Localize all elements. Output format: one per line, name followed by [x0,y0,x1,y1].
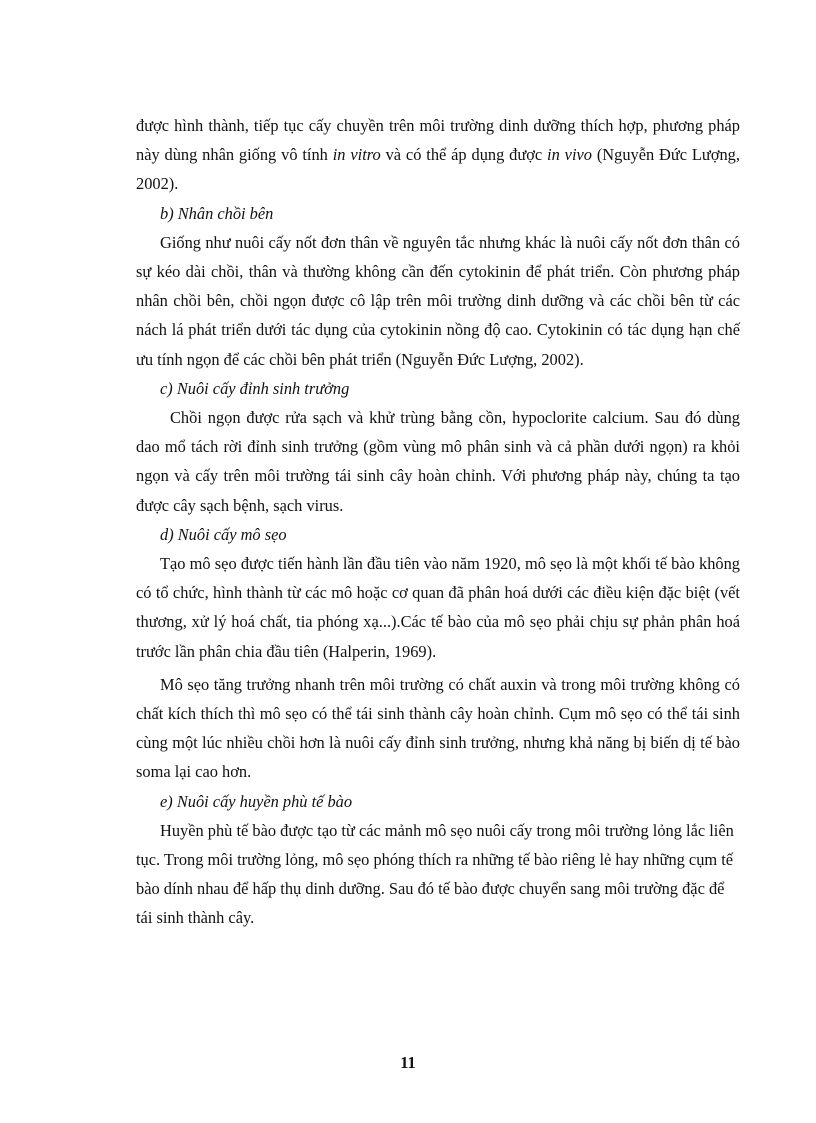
italic-term-in-vitro: in vitro [332,145,381,165]
paragraph-mo-seo-1: Tạo mô sẹo được tiến hành lần đầu tiên vào năm 1920, mô sẹo là một khối tế bào không có tổ chức, hình thành từ các mô hoặc cơ quan đã phân hoá dưới các điều kiện đặc biệt (vết thương, xử lý hoá chất, tia phóng xạ...).Các tế bào của mô sẹo phải chịu sự phản phân hoá trước lần phân chia đầu tiên (Halperin, 1969). [136,554,740,661]
paragraph-continuation [136,111,740,199]
paragraph-dinh-sinh-truong: Chồi ngọn được rửa sạch và khử trùng bằng cồn, hypoclorite calcium. Sau đó dùng dao mổ tách rời đỉnh sinh trưởng (gồm vùng mô phân sinh và cả phần dưới ngọn) ra khỏi ngọn và cấy trên môi trường tái sinh cây hoàn chỉnh. Với phương pháp này, chúng ta tạo được cây sạch bệnh, sạch virus. [136,408,740,515]
text-span: (Nguyễn Đức Lượng, 2002). [136,145,740,194]
heading-nuoi-cay-mo-seo: d) Nuôi cấy mô sẹo [160,524,287,544]
heading-nhan-choi-ben: b) Nhân chồi bên [160,203,274,223]
text-span: được hình thành, tiếp tục cấy chuyền trên môi trường dinh dưỡng thích hợp, phương pháp này dùng nhân giống vô tính [136,116,740,165]
page-number: 11 [400,1053,416,1072]
paragraph-mo-seo-2: Mô sẹo tăng trưởng nhanh trên môi trường có chất auxin và trong môi trường không có chất kích thích thì mô sẹo có thể tái sinh thành cây hoàn chỉnh. Cụm mô sẹo có thể tái sinh cùng một lúc nhiều chồi hơn là nuôi cấy đỉnh sinh trưởng, nhưng khả năng bị biến dị tế bào soma lại cao hơn. [136,674,740,782]
italic-term-in-vivo: in vivo [547,145,592,165]
page-body [136,111,740,933]
heading-nuoi-cay-dinh-sinh-truong: c) Nuôi cấy đỉnh sinh trưởng [160,378,350,398]
heading-huyen-phu-te-bao: e) Nuôi cấy huyền phù tế bào [160,791,353,811]
text-span: và có thể áp dụng được [380,145,548,165]
paragraph-huyen-phu: Huyền phù tế bào được tạo từ các mảnh mô sẹo nuôi cấy trong môi trường lỏng lắc liên tục. Trong môi trường lỏng, mô sẹo phóng thích ra những tế bào riêng lẻ hay những cụm tế bào dính nhau để hấp thụ dinh dưỡng. Sau đó tế bào được chuyển sang môi trường đặc để tái sinh thành cây. [136,820,734,928]
paragraph-nhan-choi-ben: Giống như nuôi cấy nốt đơn thân về nguyên tắc nhưng khác là nuôi cấy nốt đơn thân có sự kéo dài chồi, thân và thường không cần đến cytokinin để phát triển. Còn phương pháp nhân chồi bên, chồi ngọn được cô lập trên môi trường dinh dưỡng và các chồi bên từ các nách lá phát triển dưới tác dụng của cytokinin nồng độ cao. Cytokinin có tác dụng hạn chế ưu tính ngọn để các chồi bên phát triển (Nguyễn Đức Lượng, 2002). [136,232,740,369]
